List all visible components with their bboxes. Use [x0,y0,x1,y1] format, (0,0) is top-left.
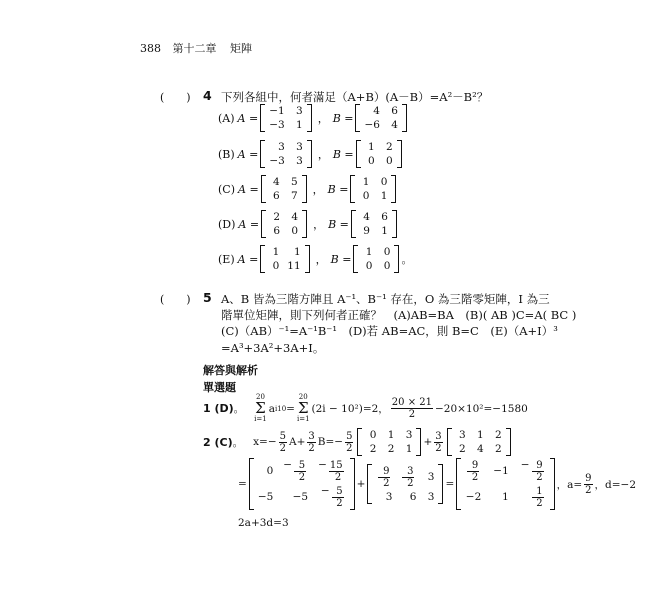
x-equals: x=− [253,436,277,448]
matrix-cell: 4 [363,211,370,223]
bracket-right [416,428,421,456]
answer-2-dot: 。 [232,436,244,449]
bracket-right [506,428,511,456]
answer-2-line1 [203,428,513,456]
matrix-cell: 4 [373,105,380,117]
sum-1-term: a [268,402,275,415]
sum-1-bottom: i=1 [254,415,267,423]
q5-line1: A、B 皆為三階方陣且 A⁻¹、B⁻¹ 存在，O 為三階零矩陣，I 為三 [221,292,550,306]
b-equals: B = [332,111,354,125]
matrix-cell: 1 [405,443,413,455]
page-header [140,40,252,56]
matrix-cell: 3 [296,105,303,117]
q4-option-b [218,140,404,168]
bracket-right [438,464,443,504]
sum-2-bottom: i=1 [296,415,310,423]
matrix-cell: 11 [287,260,301,272]
separator: ， [315,253,327,266]
cell: − $\frac{5}{2}$ [320,485,343,509]
cell: 6 [409,491,417,503]
separator: ， [317,112,329,125]
matrix-cell: 4 [476,443,484,455]
a-equals: A = [237,147,259,161]
matrix-cell: −1 [269,105,285,117]
matrix-cell: 2 [494,443,502,455]
num: 5 [279,430,287,442]
answer-2-line2 [238,458,636,510]
numerator: 20 × 21 [391,397,432,408]
matrix-cell: 1 [381,225,388,237]
answer-1-label: 1 (D) [203,402,234,415]
matrix-m2 [447,428,511,456]
q5-line4: =A³+3A²+3A+I。 [221,341,325,355]
matrix-cell: 1 [362,176,370,188]
matrix-cell: −3 [269,155,285,167]
page-number: 388 [140,42,161,55]
den: 2 [435,442,442,454]
num: 3 [308,430,315,442]
matrix-cell: 1 [293,246,301,258]
matrix-cell: 0 [362,190,370,202]
matrix-b [355,104,406,132]
b-equals: B = [328,217,349,231]
matrix-cell: −6 [364,119,380,131]
matrix-cell: 0 [291,225,299,237]
den: 2 [585,484,592,496]
bracket-right [391,175,396,203]
bracket-right [302,175,307,203]
chapter-label: 第十二章 [172,42,217,55]
sigma-icon: Σ [255,399,266,417]
matrix-cell: 3 [296,155,303,167]
cell: $\frac{3}{2}$ [400,465,416,489]
cell: 3 [427,491,435,503]
matrix-cell: 1 [272,246,280,258]
matrix-cell: 1 [476,429,484,441]
frac-5-2 [279,431,287,454]
bracket-right [397,140,402,168]
cell: $\frac{9}{2}$ [376,465,392,489]
cell: −5 [257,491,274,503]
b-equals: B=− [317,436,344,448]
separator: ， [313,218,325,231]
option-end: 。 [401,253,413,266]
sum-2-top: 20 [298,393,308,401]
num: 5 [346,430,353,442]
bracket-right [350,458,355,510]
a-equals: A = [238,182,259,196]
q5-number: 5 [203,290,212,305]
cell: −5 [292,491,309,503]
answer-1 [203,394,528,423]
answer-1-mid: =2， [362,403,389,415]
equals: = [445,478,455,490]
cell: 3 [385,491,393,503]
matrix-cell: 6 [391,105,398,117]
cell: − $\frac{15}{2}$ [318,459,343,483]
matrix-b [351,210,397,238]
sum-2 [297,394,310,423]
matrix-a [261,210,307,238]
separator: ， [312,183,324,196]
bracket-right [305,245,310,273]
cell: − $\frac{9}{2}$ [520,459,543,483]
bracket-right [550,458,555,510]
q4-option-d [218,210,399,238]
answer-1-tail: −20×10²=−1580 [434,402,528,415]
answer-2-label: 2 (C) [203,435,233,449]
cell: $\frac{1}{2}$ [521,485,546,509]
den: 2 [308,442,315,454]
frac-9-2 [584,473,592,496]
cell: − $\frac{5}{2}$ [283,459,306,483]
matrix-cell: 0 [383,246,391,258]
matrix-m4 [367,464,443,504]
plus: + [356,478,366,490]
den: 2 [346,442,353,454]
matrix-cell: 4 [391,119,398,131]
matrix-a [260,140,311,168]
q5-line3: (C)（AB）⁻¹=A⁻¹B⁻¹ (D)若 AB=AC，則 B=C (E)（A+I）³ [221,324,558,338]
cell: −1 [493,465,509,477]
q4-answer-paren[interactable]: ( ) [160,91,191,104]
matrix-cell: 0 [365,260,373,272]
bracket-right [392,210,397,238]
num: 3 [435,430,442,442]
plus: + [423,436,433,448]
matrix-cell: 0 [369,429,377,441]
cell: −2 [465,491,482,503]
matrix-cell: 0 [380,176,388,188]
bracket-right [307,140,312,168]
option-label: (A) [218,111,235,125]
solutions-subheading: 單選題 [203,381,236,394]
solutions-heading: 解答與解析 [203,364,258,377]
matrix-cell: 1 [387,429,395,441]
sum-1 [254,394,267,423]
cell: 0 [266,465,274,477]
bracket-right [302,210,307,238]
sum-2-term: (2i − 10²) [311,402,363,415]
denominator: 2 [408,409,416,420]
matrix-cell: 0 [383,260,391,272]
matrix-cell: 2 [387,443,395,455]
a-equals: A = [238,217,260,231]
matrix-b [353,245,399,273]
matrix-cell: 3 [296,141,303,153]
option-label: (E) [218,252,235,266]
a-equals: A = [237,111,259,125]
q4-option-c [218,175,398,203]
matrix-cell: 1 [367,141,375,153]
matrix-a [261,175,307,203]
cell: $\frac{9}{2}$ [465,459,481,483]
matrix-cell: −3 [269,119,285,131]
matrix-cell: 3 [405,429,413,441]
matrix-cell: 2 [385,141,393,153]
matrix-cell: 0 [367,155,375,167]
matrix-cell: 0 [385,155,393,167]
separator: ， [317,148,329,161]
matrix-cell: 5 [290,176,298,188]
option-label: (D) [218,217,236,231]
q4-option-a [218,104,409,132]
option-label: (C) [218,182,235,196]
matrix-a [260,104,311,132]
matrix-cell: 4 [272,176,280,188]
q4-number: 4 [203,88,212,103]
bracket-right [394,245,399,273]
a-equals: ，a= [556,478,583,491]
matrix-a [260,245,309,273]
answer-1-dot: 。 [233,403,245,415]
matrix-cell: 6 [381,211,388,223]
q4-option-e [218,245,412,273]
matrix-cell: 2 [273,211,281,223]
matrix-cell: 9 [363,225,370,237]
option-label: (B) [218,147,235,161]
matrix-cell: 4 [291,211,299,223]
matrix-cell: 2 [369,443,377,455]
matrix-cell: 6 [272,190,280,202]
matrix-m1 [357,428,421,456]
cell: 3 [427,471,435,483]
bracket-right [402,104,407,132]
num: 9 [585,472,592,484]
sum-1-top: 20 [255,393,265,401]
equals: = [286,402,295,415]
d-equals: ，d=−2 [594,478,637,491]
cell: 1 [502,491,509,503]
chapter-title: 矩陣 [230,42,252,55]
q5-answer-paren[interactable]: ( ) [160,293,191,306]
matrix-cell: 3 [278,141,285,153]
matrix-m3 [249,458,355,510]
b-equals: B = [327,182,349,196]
frac-3-2 [434,431,442,454]
matrix-cell: 1 [380,190,388,202]
matrix-b [356,140,402,168]
a-equals: A = [237,252,259,266]
matrix-b [350,175,396,203]
matrix-cell: 3 [458,429,466,441]
b-equals: B = [330,252,352,266]
matrix-cell: 2 [494,429,502,441]
a-plus: A+ [289,436,306,448]
b-equals: B = [332,147,354,161]
den: 2 [279,442,287,454]
q4-text: 下列各組中，何者滿足（A+B）(A－B）=A²－B²？ [221,90,489,104]
frac-3-2 [307,431,315,454]
answer-2-conclusion: 2a+3d=3 [238,517,289,529]
matrix-cell: 7 [290,190,298,202]
sigma-icon: Σ [297,399,309,417]
sum-1-subscript: i10 [275,404,287,413]
matrix-m5 [456,458,554,510]
q5-line2: 階單位矩陣，則下列何者正確？ (A)AB=BA (B)( AB )C=A( BC ) [221,308,577,322]
fraction-20x21-over-2 [391,397,433,420]
matrix-cell: 6 [273,225,281,237]
matrix-cell: 0 [272,260,280,272]
matrix-cell: 1 [296,119,303,131]
bracket-right [307,104,312,132]
matrix-cell: 2 [458,443,466,455]
equals: = [238,478,247,490]
matrix-cell: 1 [365,246,373,258]
frac-5-2 [345,431,353,454]
